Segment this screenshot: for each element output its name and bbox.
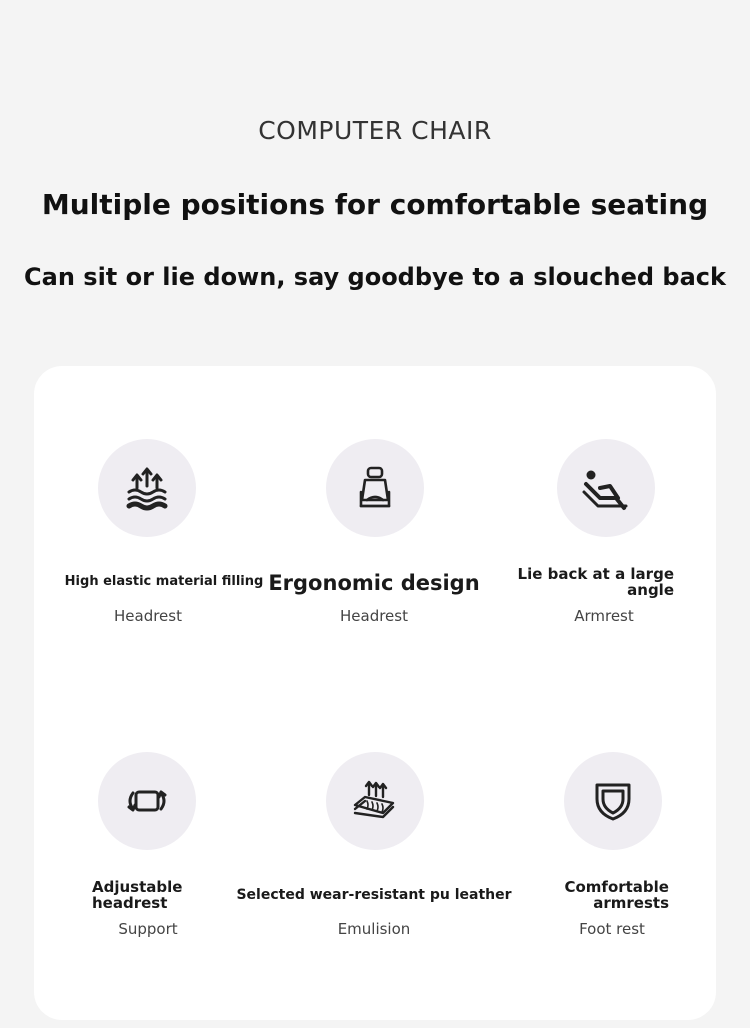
feature-subtitle: Support — [118, 920, 178, 938]
feature-subtitle: Emulision — [337, 920, 411, 938]
brand-title: COMPUTER CHAIR — [258, 116, 492, 145]
feature-title: High elastic material filling — [64, 574, 264, 589]
feature-title-line2: armrests — [593, 894, 669, 912]
headline: Multiple positions for comfortable seating — [41, 188, 709, 221]
feature-subtitle: Armrest — [574, 607, 634, 625]
features-card — [34, 366, 716, 1020]
reclining-person-icon — [557, 439, 655, 537]
feature-title-line1: Comfortable — [564, 878, 669, 896]
feature-title-line1: Adjustable — [92, 878, 183, 896]
layers-up-arrows-icon — [98, 439, 196, 537]
leather-layers-icon — [326, 752, 424, 850]
shield-armrest-icon — [564, 752, 662, 850]
car-seat-icon — [326, 439, 424, 537]
adjustable-pillow-icon — [98, 752, 196, 850]
feature-title: Selected wear-resistant pu leather — [236, 887, 512, 903]
feature-title-line1: Lie back at a large — [517, 565, 674, 583]
subheadline: Can sit or lie down, say goodbye to a slouched back — [24, 263, 726, 291]
feature-subtitle: Headrest — [114, 607, 182, 625]
feature-subtitle: Headrest — [340, 607, 408, 625]
feature-title-line2: angle — [627, 581, 674, 599]
feature-title-line2: headrest — [92, 894, 168, 912]
feature-title: Ergonomic design — [268, 571, 480, 595]
feature-subtitle: Foot rest — [579, 920, 645, 938]
